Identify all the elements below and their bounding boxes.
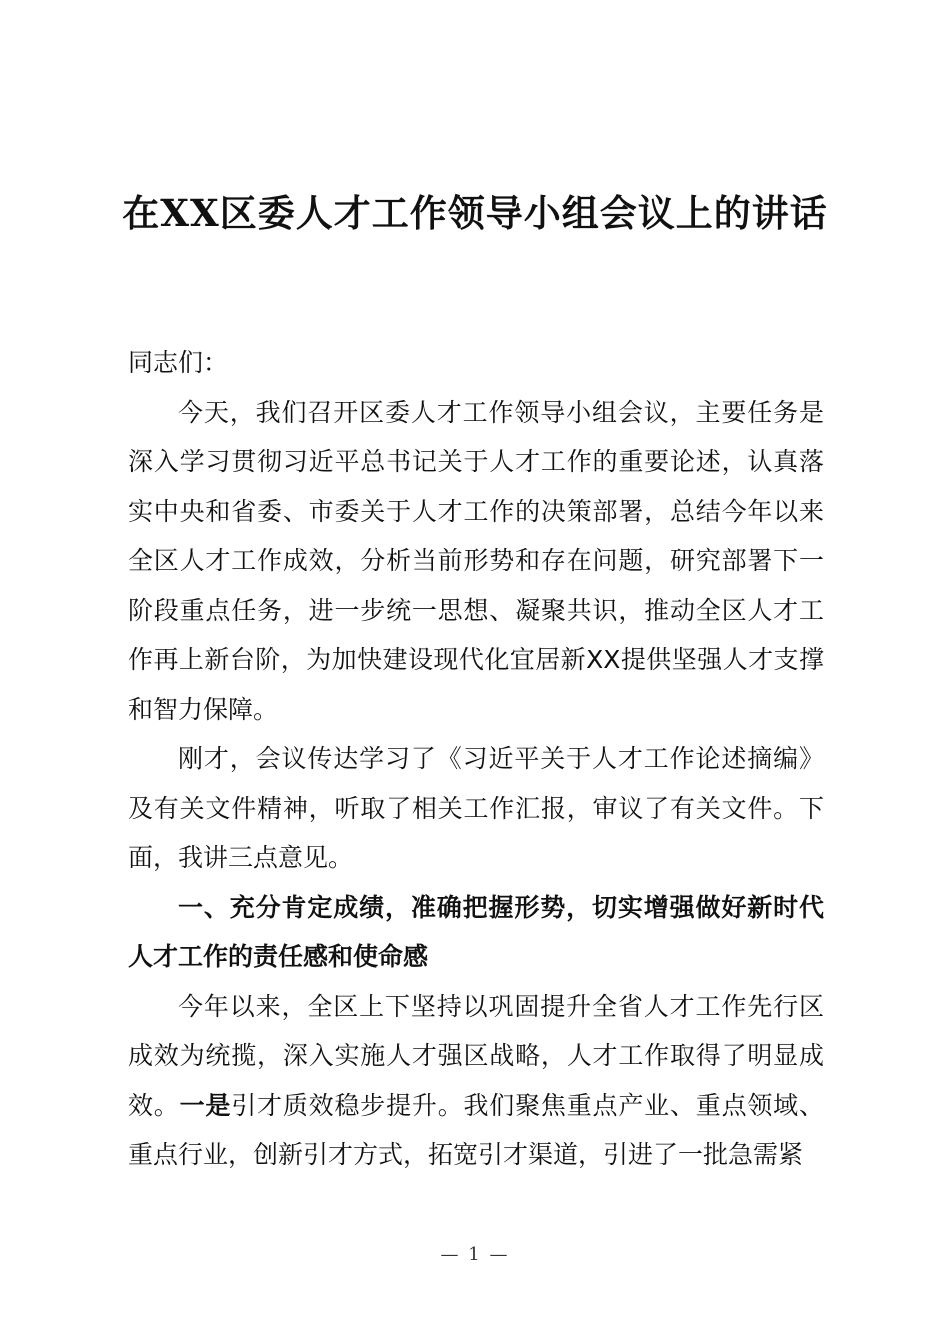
salutation: 同志们：: [128, 348, 229, 377]
section-heading-1: 一、充分肯定成绩，准确把握形势，切实增强做好新时代人才工作的责任感和使命感: [128, 892, 824, 971]
point-one-marker: 一是: [179, 1090, 232, 1120]
paragraph-achievements: [128, 982, 824, 1180]
document-title: 在XX区委人才工作领导小组会议上的讲话: [122, 191, 828, 235]
paragraph-opening: 今天，我们召开区委人才工作领导小组会议，主要任务是深入学习贯彻习近平总书记关于人才工作的重要论述，认真落实中央和省委、市委关于人才工作的决策部署，总结今年以来全区人才工作成效，分析当前形势和存在问题，研究部署下一阶段重点任务，进一步统一思想、凝聚共识，推动全区人才工作再上新台阶，为加快建设现代化宜居新XX提供坚强人才支撑和智力保障。: [128, 397, 824, 724]
point-one-text: 引才质效稳步提升。我们聚焦重点产业、重点领域、重点行业，创新引才方式，拓宽引才渠道，引进了一批急需紧: [128, 1090, 824, 1169]
paragraph-achievements-intro: 今年以来，全区上下坚持以巩固提升全省人才工作先行区成效为统揽，深入实施人才强区战略，人才工作取得了明显成效。: [128, 991, 824, 1120]
document-body: [128, 338, 824, 1180]
paragraph-agenda: 刚才，会议传达学习了《习近平关于人才工作论述摘编》及有关文件精神，听取了相关工作汇报，审议了有关文件。下面，我讲三点意见。: [128, 744, 824, 872]
page-number: — 1 —: [440, 1244, 510, 1265]
